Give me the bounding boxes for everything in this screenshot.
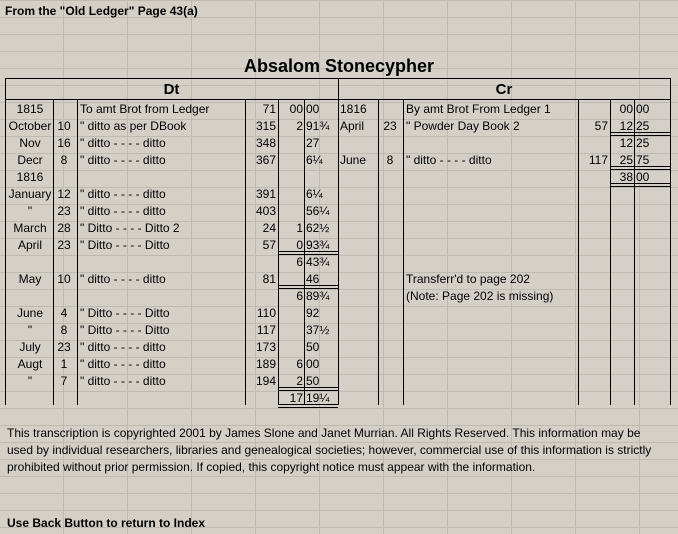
cr-row-day: 8 [386,153,394,167]
dt-row-day: 7 [60,374,68,388]
dt-row-folio: 315 [255,119,276,133]
cr-row-desc: Transferr'd to page 202 [406,272,530,286]
dt-row-day: 16 [57,136,71,150]
dt-row-pence: 62½ [306,221,330,235]
center-divider [338,78,339,405]
cr-row-date: June [340,153,367,167]
total-rule [278,404,338,408]
dt-row-folio: 110 [256,306,276,320]
table-right-border [670,78,671,405]
dt-row-pence: 00 [306,357,320,371]
dt-row-day: 8 [60,323,68,337]
dt-row-desc: " ditto - - - - ditto [80,153,166,167]
subtotal-rule [610,166,670,170]
cr-row-pounds: 38 [619,170,633,184]
dt-row-pence: 56¼ [306,204,330,218]
dt-row-folio: 194 [255,374,276,388]
dt-row-pence: 37½ [306,323,330,337]
subtotal-rule [278,387,338,391]
debit-heading: Dt [163,81,180,98]
dt-row-folio: 367 [255,153,276,167]
dt-row-day: 28 [57,221,71,235]
dt-row-pence: 6¼ [306,187,323,201]
dt-row-desc: " ditto as per DBook [80,119,187,133]
dt-row-folio: 403 [255,204,276,218]
column-line [634,99,635,405]
dt-row-day: 1 [60,357,68,371]
cr-row-date: April [340,119,365,133]
subtotal-rule [278,251,338,255]
credit-heading: Cr [495,81,513,98]
dt-row-pence: 92 [306,306,320,320]
dt-row-pounds: 6 [296,357,303,371]
column-line [378,99,379,405]
back-link-text: Use Back Button to return to Index [7,516,206,530]
dt-row-desc: " ditto - - - - ditto [80,374,166,388]
dt-row-pence: 43¾ [306,255,330,269]
dt-row-desc: " Ditto - - - - Ditto [80,323,170,337]
dt-row-date: July [19,340,41,354]
column-line [403,99,404,405]
dt-row-desc: " Ditto - - - - Ditto 2 [80,221,180,235]
copyright-notice: This transcription is copyrighted 2001 by James Slone and Janet Murrian. All Rights Reserved. This information may be used by individual researchers, libraries and genealogical societies; however, commercial use of this information is strictly prohibited without prior permission. If copied, this copyright notice must appear with the information. [7,426,652,474]
cr-row-folio: 57 [594,119,608,133]
dt-row-date: Augt [17,357,43,371]
dt-row-pounds: 6 [296,255,303,269]
dt-row-day: 8 [60,153,68,167]
dt-row-desc: To amt Brot from Ledger [80,102,210,116]
dt-row-date: 1815 [16,102,44,116]
dt-row-day: 4 [60,306,68,320]
dt-row-day: 23 [57,204,71,218]
dt-row-day: 23 [57,238,71,252]
ledger-title: Absalom Stonecypher [243,56,435,76]
cr-row-pence: 75 [636,153,650,167]
cr-row-folio: 117 [588,153,608,167]
dt-row-pence: 89¾ [306,289,330,303]
dt-row-pence: 50 [306,374,320,388]
total-rule [610,183,670,187]
dt-row-desc: " ditto - - - - ditto [80,340,166,354]
dt-row-folio: 348 [255,136,276,150]
dt-row-pence: 91¾ [306,119,330,133]
column-line [77,99,78,405]
dt-row-pounds: 0 [296,238,303,252]
dt-row-date: Decr [17,153,43,167]
dt-row-pounds: 00 [289,102,303,116]
dt-row-folio: 189 [255,357,276,371]
dt-row-desc: " ditto - - - - ditto [80,136,166,150]
dt-row-pounds: 6 [296,289,303,303]
dt-row-folio: 81 [262,272,276,286]
dt-row-pounds: 1 [296,221,303,235]
dt-row-date: May [18,272,42,286]
dt-row-folio: 71 [262,102,276,116]
dt-row-date: " [27,374,33,388]
cr-row-desc: " ditto - - - - ditto [406,153,492,167]
cr-row-pence: 25 [636,136,650,150]
dt-row-pence: 6¼ [306,153,323,167]
dt-row-day: 10 [57,272,71,286]
dt-row-folio: 391 [255,187,276,201]
subtotal-rule [278,285,338,289]
table-left-border [5,78,6,405]
cr-row-pounds: 12 [619,136,633,150]
dt-row-folio: 117 [256,323,276,337]
dt-row-folio: 57 [262,238,276,252]
column-line [578,99,579,405]
dt-row-pence: 19¼ [306,391,330,405]
cr-row-pounds: 00 [619,102,633,116]
cr-row-desc: (Note: Page 202 is missing) [406,289,554,303]
dt-row-date: March [13,221,47,235]
dt-row-desc: " ditto - - - - ditto [80,187,166,201]
dt-row-date: April [17,238,42,252]
dt-row-desc: " ditto - - - - ditto [80,357,166,371]
dt-row-pounds: 2 [296,119,303,133]
cr-row-pence: 25 [636,119,650,133]
cr-row-desc: " Powder Day Book 2 [406,119,520,133]
dt-row-desc: " Ditto - - - - Ditto [80,306,170,320]
cr-row-pounds: 25 [619,153,633,167]
dt-row-date: June [16,306,44,320]
dt-row-pence: 46 [306,272,320,286]
dt-row-date: " [27,204,33,218]
dt-row-pounds: 2 [296,374,303,388]
dt-row-desc: " Ditto - - - - Ditto [80,238,170,252]
subtotal-rule [610,132,670,136]
dt-row-desc: " ditto - - - - ditto [80,204,166,218]
dt-row-pence: 27 [306,136,320,150]
dt-row-pounds: 17 [289,391,303,405]
dt-row-pence: 50 [306,340,320,354]
dt-row-date: 1816 [16,170,44,184]
dt-row-desc: " ditto - - - - ditto [80,272,166,286]
cr-row-pence: 00 [636,102,650,116]
page-header: From the "Old Ledger" Page 43(a) [5,4,198,18]
dt-row-day: 12 [57,187,71,201]
dt-row-date: " [27,323,33,337]
cr-row-desc: By amt Brot From Ledger 1 [406,102,551,116]
dt-row-pence: 93¾ [306,238,330,252]
dt-row-date: Nov [19,136,41,150]
dt-row-pence: 00 [306,102,320,116]
dt-row-day: 23 [57,340,71,354]
dt-row-date: October [8,119,52,133]
dt-row-folio: 173 [255,340,276,354]
cr-row-date: 1816 [340,102,367,116]
cr-row-pence: 00 [636,170,650,184]
dt-row-date: January [8,187,52,201]
cr-row-pounds: 12 [619,119,633,133]
cr-row-day: 23 [383,119,397,133]
dt-row-day: 10 [57,119,71,133]
dt-row-folio: 24 [262,221,276,235]
